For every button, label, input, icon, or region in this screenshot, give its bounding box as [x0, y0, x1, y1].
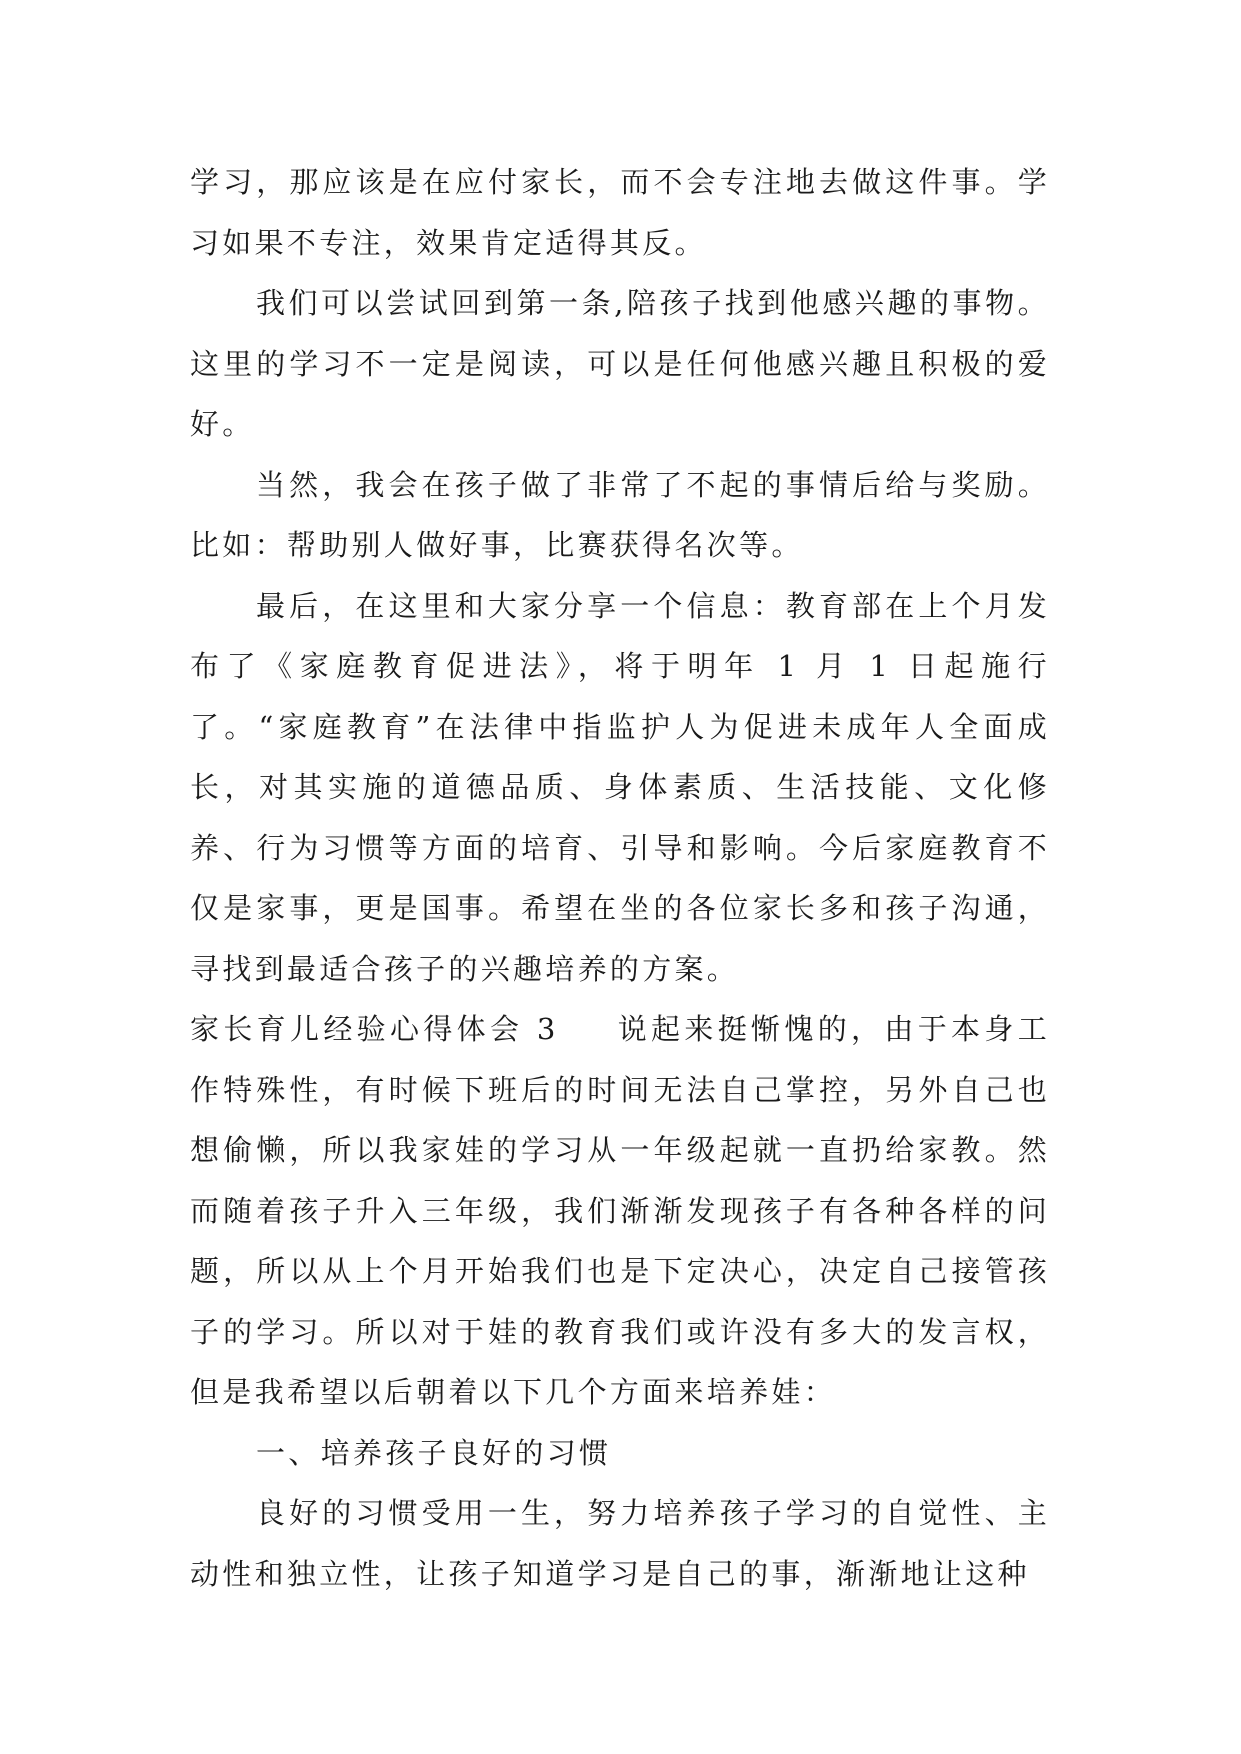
- paragraph-3: 当然，我会在孩子做了非常了不起的事情后给与奖励。比如：帮助别人做好事，比赛获得名次等。: [190, 467, 1050, 562]
- paragraph-4: 最后，在这里和大家分享一个信息：教育部在上个月发布了《家庭教育促进法》，将于明年 1 月 1 日起施行了。“家庭教育”在法律中指监护人为促进未成年人全面成长，对其实施的道德品质、身体素质、生活技能、文化修养、行为习惯等方面的培育、引导和影响。今后家庭教育不仅是家事，更是国事。希望在坐的各位家长多和孩子沟通，寻找到最适合孩子的兴趣培养的方案。: [190, 588, 1050, 986]
- section-text: 说起来挺惭愧的，由于本身工作特殊性，有时候下班后的时间无法自己掌控，另外自己也想偷懒，所以我家娃的学习从一年级起就一直扔给家教。然而随着孩子升入三年级，我们渐渐发现孩子有各种各样的问题，所以从上个月开始我们也是下定决心，决定自己接管孩子的学习。所以对于娃的教育我们或许没有多大的发言权，但是我希望以后朝着以下几个方面来培养娃：: [190, 1012, 1050, 1409]
- section-heading: 家长育儿经验心得体会 3: [190, 1012, 559, 1046]
- last-paragraph: 良好的习惯受用一生，努力培养孩子学习的自觉性、主动性和独立性，让孩子知道学习是自己的事，渐渐地让这种: [190, 1496, 1050, 1591]
- section-paragraph: [190, 999, 1050, 1423]
- subheading: 一、培养孩子良好的习惯: [256, 1435, 612, 1470]
- document-body: [190, 152, 1050, 1604]
- paragraph-1: 学习，那应该是在应付家长，而不会专注地去做这件事。学习如果不专注，效果肯定适得其反。: [190, 165, 1050, 260]
- paragraph-2: 我们可以尝试回到第一条,陪孩子找到他感兴趣的事物。这里的学习不一定是阅读，可以是任何他感兴趣且积极的爱好。: [190, 286, 1050, 441]
